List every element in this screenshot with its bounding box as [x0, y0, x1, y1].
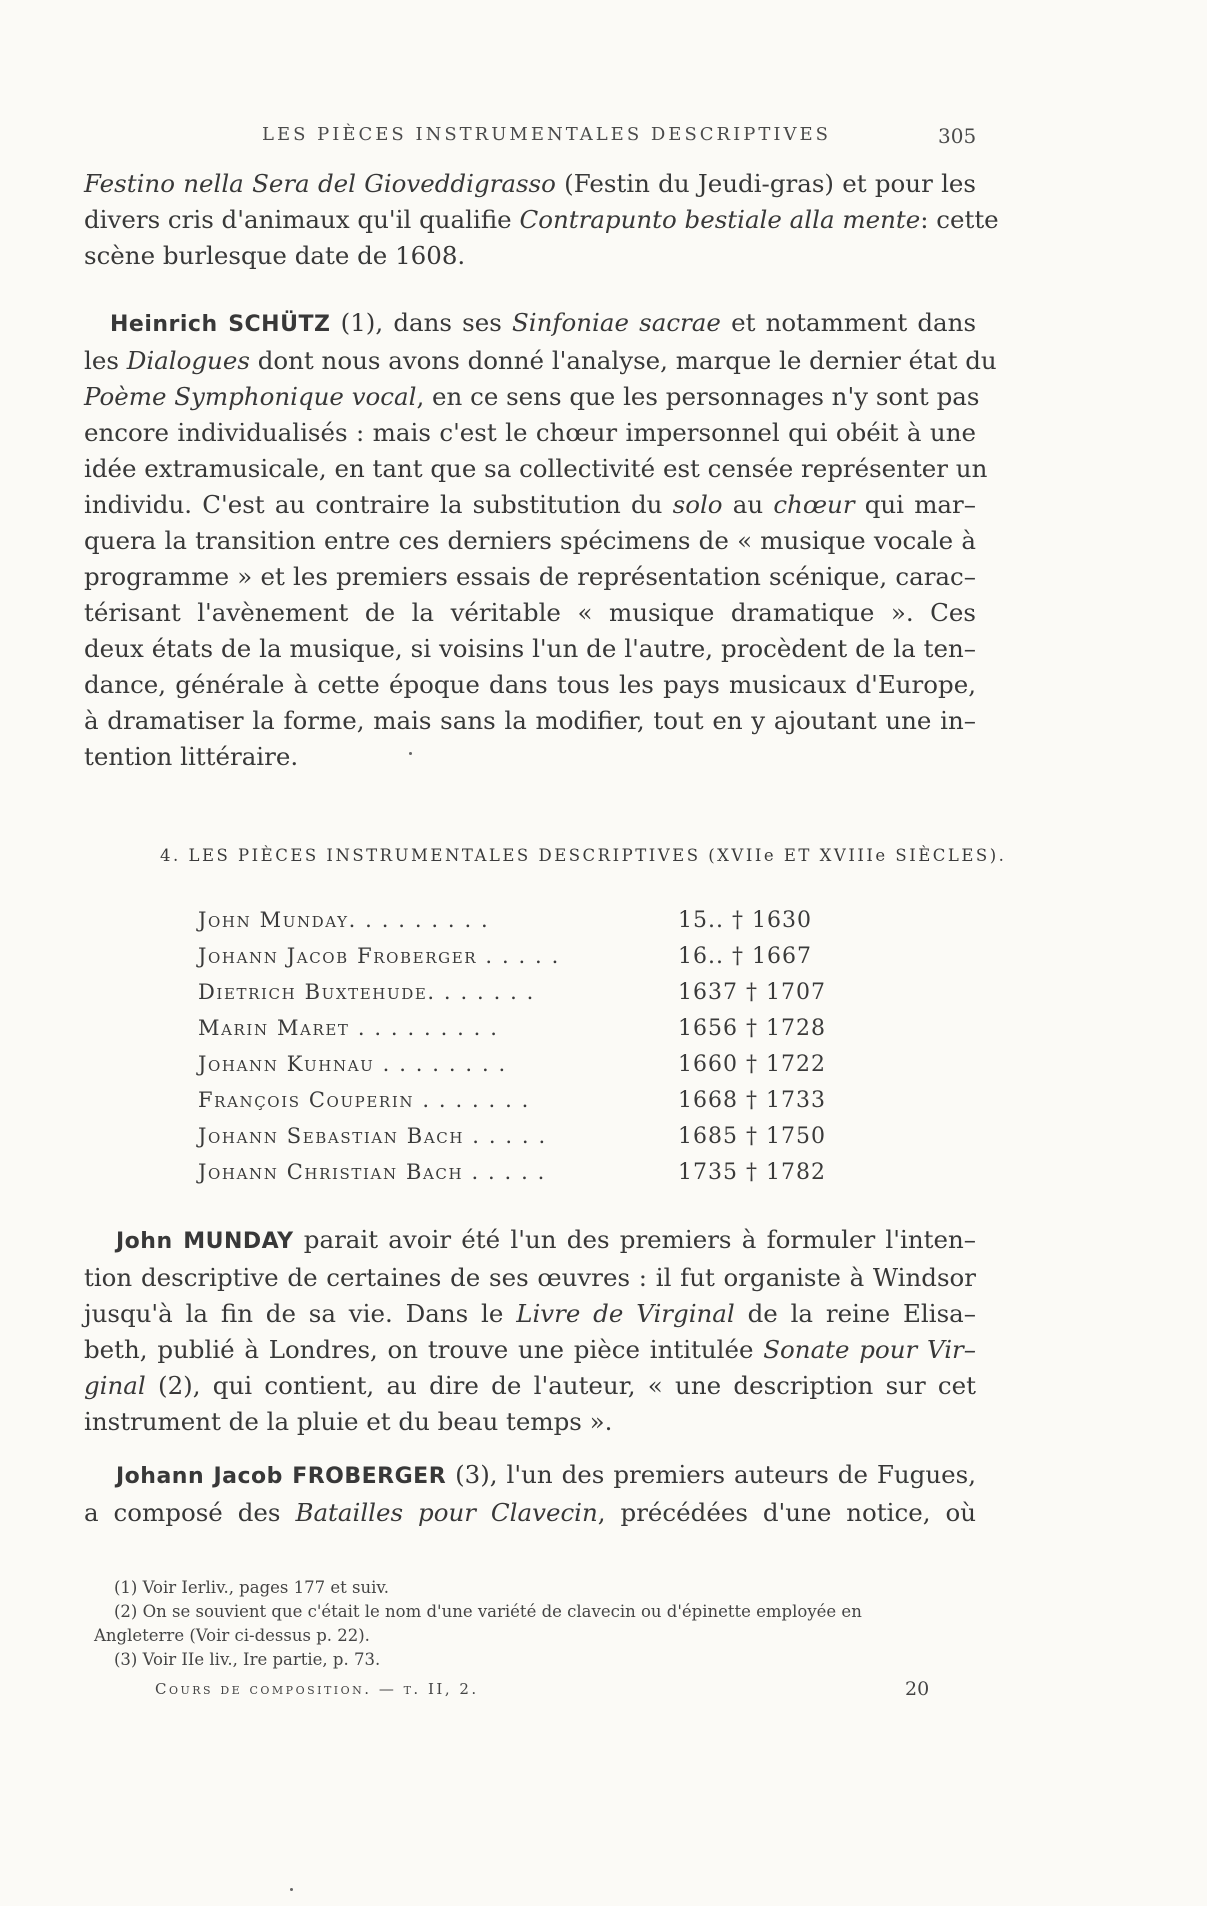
italic-title: Sonate pour Vir–: [763, 1335, 976, 1364]
paragraph-festino: [84, 166, 999, 274]
composer-row-dates: 15.. † 1630: [678, 908, 812, 933]
text-span: (2), qui contient, au dire de l'auteur, « une description sur cet: [145, 1371, 976, 1400]
text-span: a composé des: [84, 1498, 296, 1527]
footnote-1: (1) Voir Ierliv., pages 177 et suiv.: [114, 1578, 389, 1597]
signature-number: 20: [905, 1678, 930, 1700]
text-line: [84, 166, 976, 202]
footnote-2: (2) On se souvient que c'était le nom d'une variété de clavecin ou d'épinette employée en: [114, 1602, 862, 1621]
composer-table: [198, 908, 888, 1196]
italic-title: Batailles pour Clavecin: [295, 1498, 598, 1527]
composer-row: [198, 1124, 888, 1160]
composer-row-name: Marin Maret . . . . . . . . .: [198, 1016, 499, 1040]
composer-name-bold: Heinrich SCHÜTZ: [110, 312, 331, 337]
text-line: [84, 1495, 976, 1531]
running-title: LES PIÈCES INSTRUMENTALES DESCRIPTIVES: [262, 124, 831, 145]
composer-row: [198, 1160, 888, 1196]
page-number: 305: [938, 124, 977, 148]
text-span: individu. C'est au contraire la substitution du: [84, 490, 673, 519]
text-span: de la reine Elisa–: [734, 1299, 976, 1328]
italic-title: Livre de Virginal: [516, 1299, 735, 1328]
paragraph-munday: [84, 1222, 976, 1440]
footnotes: [94, 1576, 986, 1672]
italic-title: Dialogues: [126, 346, 250, 375]
composer-row: [198, 908, 888, 944]
text-line: térisant l'avènement de la véritable « musique dramatique ». Ces: [84, 598, 976, 627]
composer-row-dates: 16.. † 1667: [678, 944, 812, 969]
text-line: [84, 1296, 976, 1332]
text-line: [84, 1332, 976, 1368]
italic-title: Festino nella Sera del Gioveddigrasso: [84, 169, 556, 198]
composer-row-name: Johann Jacob Froberger . . . . .: [198, 944, 560, 968]
text-line: [84, 379, 980, 415]
text-line: tention littéraire.: [84, 742, 299, 771]
composer-row-name: Johann Christian Bach . . . . .: [198, 1160, 546, 1184]
text-span: parait avoir été l'un des premiers à formuler l'inten–: [293, 1225, 976, 1254]
text-span: qui mar–: [854, 490, 976, 519]
composer-row-dates: 1660 † 1722: [678, 1052, 826, 1077]
footnote-3: (3) Voir IIe liv., Ire partie, p. 73.: [114, 1650, 381, 1669]
composer-row-name: John Munday. . . . . . . . .: [198, 908, 490, 932]
composer-name-bold: John MUNDAY: [116, 1229, 294, 1254]
text-span: les: [84, 346, 127, 375]
text-span: divers cris d'animaux qu'il qualifie: [84, 205, 520, 234]
composer-row: [198, 1016, 888, 1052]
text-line: [84, 1222, 976, 1260]
text-span: dont nous avons donné l'analyse, marque le dernier état du: [249, 346, 997, 375]
text-span: et notamment dans: [720, 308, 977, 337]
text-span: jusqu'à la fin de sa vie. Dans le: [84, 1299, 517, 1328]
text-line: [84, 305, 976, 343]
print-speck: [409, 752, 412, 755]
composer-row-dates: 1668 † 1733: [678, 1088, 826, 1113]
text-line: dance, générale à cette époque dans tous les pays musicaux d'Europe,: [84, 670, 976, 699]
text-line: [84, 343, 997, 379]
text-line: tion descriptive de certaines de ses œuvres : il fut organiste à Windsor: [84, 1263, 976, 1292]
italic-title: ginal: [84, 1371, 146, 1400]
text-line: [84, 202, 999, 238]
text-span: (1), dans ses: [330, 308, 513, 337]
print-speck: [290, 1888, 293, 1891]
text-line: quera la transition entre ces derniers spécimens de « musique vocale à: [84, 526, 976, 555]
composer-row-name: François Couperin . . . . . . .: [198, 1088, 530, 1112]
composer-row: [198, 944, 888, 980]
composer-name-bold: Johann Jacob FROBERGER: [116, 1464, 447, 1489]
composer-row: [198, 1088, 888, 1124]
text-span: au: [722, 490, 774, 519]
text-span: , précédées d'une notice, où: [597, 1498, 976, 1527]
italic-title: Contrapunto bestiale alla mente: [519, 205, 921, 234]
composer-row-name: Johann Kuhnau . . . . . . . .: [198, 1052, 507, 1076]
text-line: instrument de la pluie et du beau temps ».: [84, 1407, 613, 1436]
composer-row-dates: 1656 † 1728: [678, 1016, 826, 1041]
composer-row-dates: 1637 † 1707: [678, 980, 826, 1005]
signature-line: Cours de composition. — t. II, 2.: [155, 1680, 479, 1698]
composer-row-dates: 1735 † 1782: [678, 1160, 826, 1185]
composer-row-name: Johann Sebastian Bach . . . . .: [198, 1124, 547, 1148]
text-span: (3), l'un des premiers auteurs de Fugues,: [446, 1460, 977, 1489]
composer-row: [198, 1052, 888, 1088]
italic-word: chœur: [773, 490, 855, 519]
italic-title: Poème Symphonique vocal: [84, 382, 417, 411]
composer-row: [198, 980, 888, 1016]
italic-title: Sinfoniae sacrae: [512, 308, 721, 337]
text-span: (Festin du Jeudi-gras) et pour les: [555, 169, 976, 198]
text-line: à dramatiser la forme, mais sans la modifier, tout en y ajoutant une in–: [84, 706, 976, 735]
footnote-2-continued: Angleterre (Voir ci-dessus p. 22).: [94, 1626, 370, 1645]
section-heading: 4. LES PIÈCES INSTRUMENTALES DESCRIPTIVES (XVIIe ET XVIIIe SIÈCLES).: [160, 846, 1007, 865]
italic-word: solo: [672, 490, 723, 519]
text-line: idée extramusicale, en tant que sa collectivité est censée représenter un: [84, 454, 988, 483]
text-line: [84, 487, 976, 523]
composer-row-name: Dietrich Buxtehude. . . . . . .: [198, 980, 535, 1004]
text-line: encore individualisés : mais c'est le chœur impersonnel qui obéit à une: [84, 418, 976, 447]
text-span: beth, publié à Londres, on trouve une pièce intitulée: [84, 1335, 764, 1364]
text-line: programme » et les premiers essais de représentation scénique, carac–: [84, 562, 976, 591]
composer-row-dates: 1685 † 1750: [678, 1124, 826, 1149]
text-line: scène burlesque date de 1608.: [84, 241, 466, 270]
text-span: : cette: [920, 205, 999, 234]
text-span: , en ce sens que les personnages n'y sont pas: [416, 382, 980, 411]
text-line: [84, 1457, 976, 1495]
paragraph-schutz: [84, 305, 997, 775]
paragraph-froberger: [84, 1457, 976, 1531]
text-line: [84, 1368, 976, 1404]
text-line: deux états de la musique, si voisins l'un de l'autre, procèdent de la ten–: [84, 634, 976, 663]
